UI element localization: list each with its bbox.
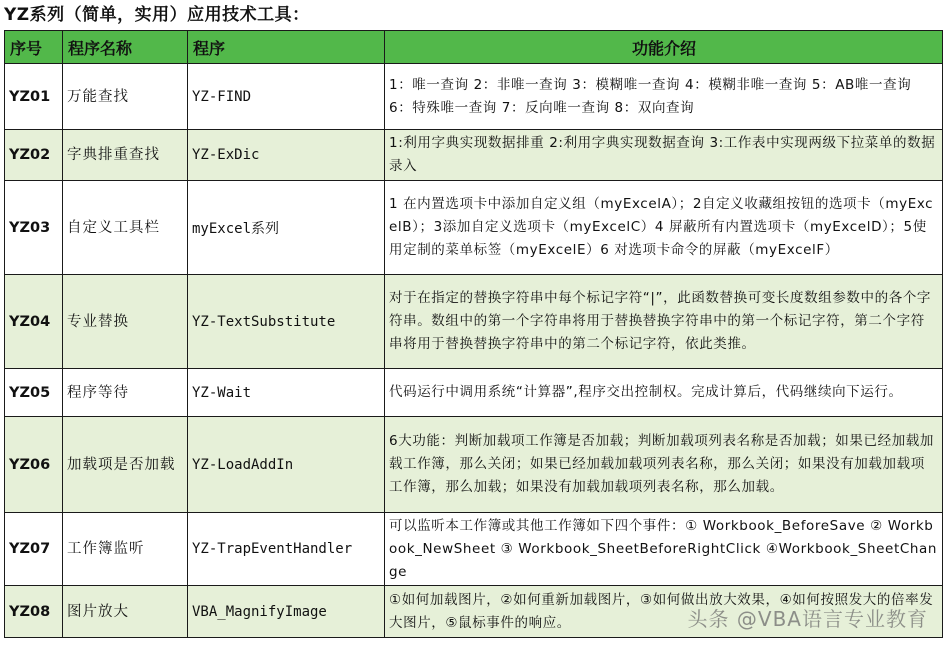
cell-name: 程序等待 — [63, 369, 188, 417]
table-row — [5, 275, 943, 369]
cell-program: YZ-TextSubstitute — [188, 275, 385, 369]
cell-program: myExcel系列 — [188, 181, 385, 275]
table-row — [5, 369, 943, 417]
cell-description: ①如何加载图片，②如何重新加载图片，③如何做出放大效果，④如何按照发大的倍率发大图片，⑤鼠标事件的响应。 — [385, 586, 943, 638]
cell-id: YZ06 — [5, 417, 63, 513]
cell-program: YZ-LoadAddIn — [188, 417, 385, 513]
cell-name: 工作簿监听 — [63, 513, 188, 586]
cell-program: YZ-TrapEventHandler — [188, 513, 385, 586]
watermark: 头条 @VBA语言专业教育 — [687, 607, 928, 631]
cell-description: 代码运行中调用系统“计算器”,程序交出控制权。完成计算后，代码继续向下运行。 — [385, 369, 943, 417]
table-row — [5, 586, 943, 638]
cell-id: YZ03 — [5, 181, 63, 275]
tools-table — [4, 30, 943, 638]
cell-id: YZ05 — [5, 369, 63, 417]
cell-name: 加载项是否加载 — [63, 417, 188, 513]
cell-id: YZ08 — [5, 586, 63, 638]
table-row — [5, 513, 943, 586]
cell-description: 对于在指定的替换字符串中每个标记字符“|”，此函数替换可变长度数组参数中的各个字符串。数组中的第一个字符串将用于替换替换字符串中的第一个标记字符，第二个字符串将用于替换替换字符串中的第二个标记字符，依此类推。 — [385, 275, 943, 369]
cell-id: YZ04 — [5, 275, 63, 369]
cell-name: 万能查找 — [63, 64, 188, 130]
header-id: 序号 — [5, 31, 63, 64]
cell-description: 可以监听本工作簿或其他工作簿如下四个事件：① Workbook_BeforeSave ② Workbook_NewSheet ③ Workbook_SheetBeforeRightClick ④Workbook_SheetChange — [385, 513, 943, 586]
cell-id: YZ01 — [5, 64, 63, 130]
table-row — [5, 417, 943, 513]
cell-program: YZ-Wait — [188, 369, 385, 417]
page-title: YZ系列（简单，实用）应用技术工具： — [4, 5, 310, 25]
header-program: 程序 — [188, 31, 385, 64]
cell-program: YZ-FIND — [188, 64, 385, 130]
cell-description: 1 在内置选项卡中添加自定义组（myExcelA）；2自定义收藏组按钮的选项卡（myExcelB）；3添加自定义选项卡（myExcelC）4 屏蔽所有内置选项卡（myExcelD）；5使用定制的菜单标签（myExcelE）6 对选项卡命令的屏蔽（myExcelF） — [385, 181, 943, 275]
header-row — [5, 31, 943, 64]
cell-description: 1：唯一查询 2：非唯一查询 3：模糊唯一查询 4：模糊非唯一查询 5：AB唯一查询 6：特殊唯一查询 7：反向唯一查询 8：双向查询 — [385, 64, 943, 130]
header-description: 功能介绍 — [385, 31, 943, 64]
cell-description: 6大功能：判断加载项工作簿是否加载；判断加载项列表名称是否加载；如果已经加载加载工作簿，那么关闭；如果已经加载加载项列表名称，那么关闭；如果没有加载加载项工作簿，那么加载；如果没有加载加载项列表名称，那么加载。 — [385, 417, 943, 513]
cell-id: YZ02 — [5, 130, 63, 181]
cell-name: 图片放大 — [63, 586, 188, 638]
table-row — [5, 181, 943, 275]
cell-id: YZ07 — [5, 513, 63, 586]
cell-description: 1:利用字典实现数据排重 2:利用字典实现数据查询 3:工作表中实现两级下拉菜单的数据录入 — [385, 130, 943, 181]
cell-name: 专业替换 — [63, 275, 188, 369]
cell-name: 字典排重查找 — [63, 130, 188, 181]
cell-program: VBA_MagnifyImage — [188, 586, 385, 638]
cell-name: 自定义工具栏 — [63, 181, 188, 275]
cell-program: YZ-ExDic — [188, 130, 385, 181]
table-row — [5, 130, 943, 181]
header-name: 程序名称 — [63, 31, 188, 64]
table-row — [5, 64, 943, 130]
